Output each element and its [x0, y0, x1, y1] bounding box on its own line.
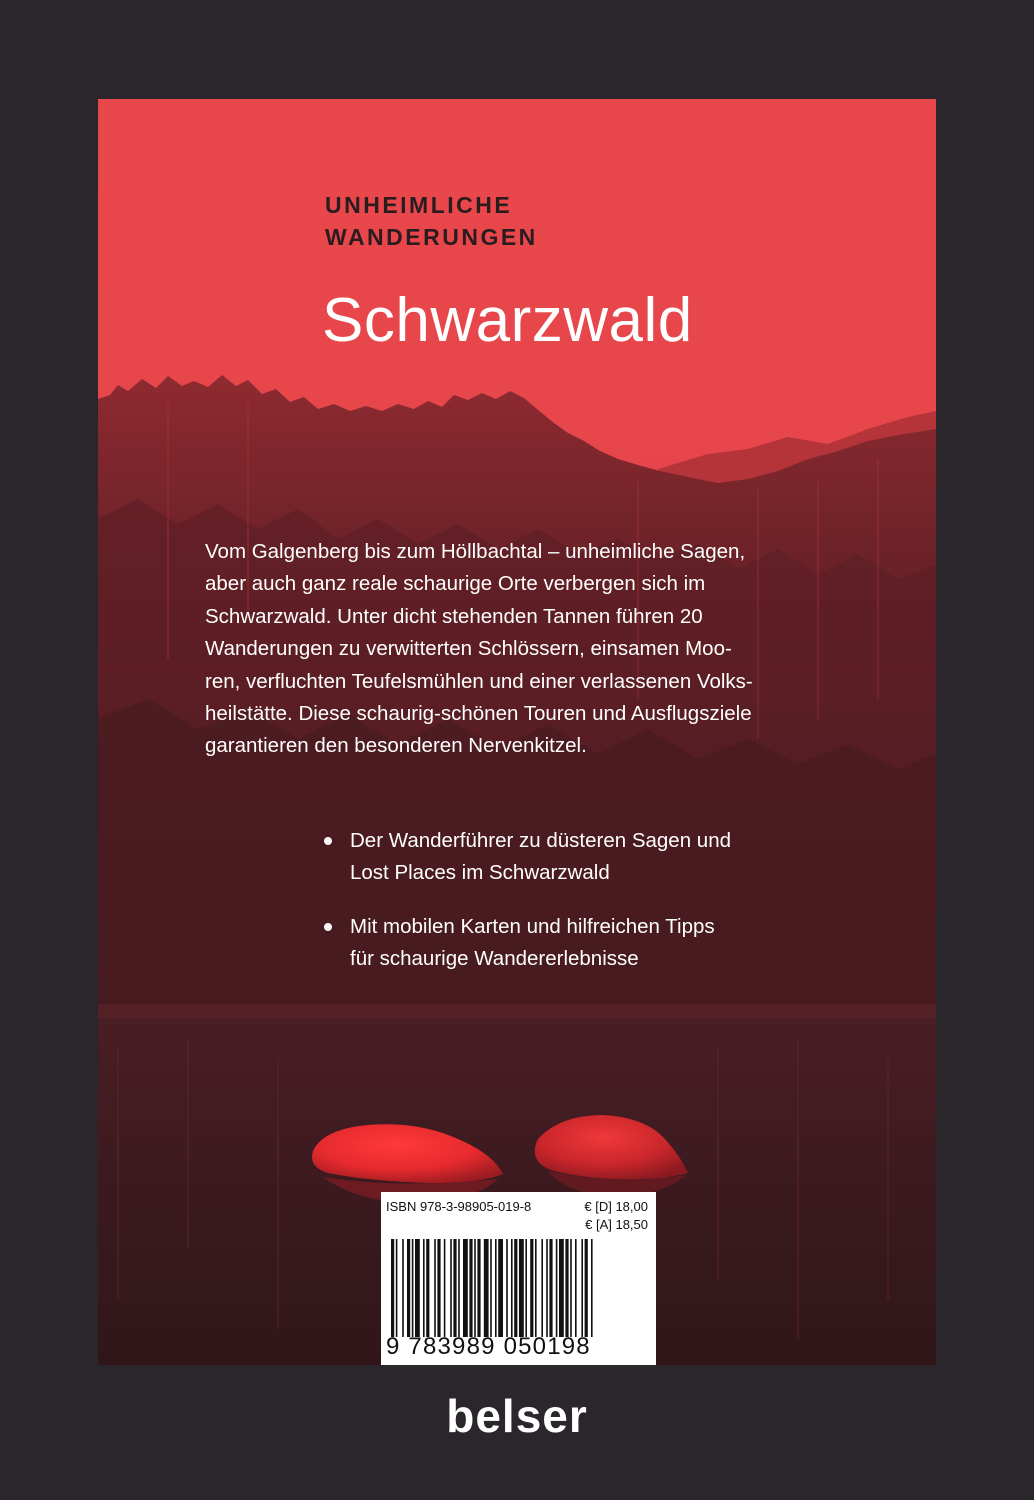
series-title-line-1: UNHEIMLICHE [325, 192, 513, 218]
feature-bullet-list [324, 825, 731, 997]
book-title: Schwarzwald [322, 286, 693, 355]
price-austria: € [A] 18,50 [585, 1217, 648, 1232]
blurb-text [205, 536, 845, 763]
barcode-icon [389, 1239, 647, 1337]
barcode-digits: 9 783989 050198 [386, 1333, 591, 1360]
bullet-dot-icon [324, 923, 332, 931]
blurb-line: Vom Galgenberg bis zum Höllbachtal – unheimliche Sagen, [205, 540, 746, 563]
bullet-line: für schaurige Wandererlebnisse [350, 947, 639, 971]
blurb-line: Wanderungen zu verwitterten Schlössern, einsamen Moo- [205, 637, 732, 661]
blurb-line: ren, verfluchten Teufelsmühlen und einer verlassenen Volks- [205, 669, 753, 693]
barcode-label [381, 1192, 656, 1365]
bullet-line: Mit mobilen Karten und hilfreichen Tipps [350, 914, 715, 938]
blurb-line: Schwarzwald. Unter dicht stehenden Tannen führen 20 [205, 604, 703, 628]
bullet-line: Der Wanderführer zu düsteren Sagen und [350, 829, 731, 852]
blurb-line: aber auch ganz reale schaurige Orte verbergen sich im [205, 572, 706, 596]
bullet-line: Lost Places im Schwarzwald [350, 861, 610, 885]
price-germany: € [D] 18,00 [584, 1199, 648, 1214]
feature-bullet [324, 911, 731, 976]
blurb-line: garantieren den besonderen Nervenkitzel. [205, 734, 587, 758]
series-title-line-2: WANDERUNGEN [325, 224, 538, 250]
feature-bullet [324, 825, 731, 890]
cover-panel [98, 99, 936, 1365]
isbn-text: ISBN 978-3-98905-019-8 [386, 1199, 532, 1214]
publisher-logo: belser [446, 1390, 588, 1442]
bullet-dot-icon [324, 837, 332, 845]
blurb-line: heilstätte. Diese schaurig-schönen Touren und Ausflugsziele [205, 701, 752, 725]
